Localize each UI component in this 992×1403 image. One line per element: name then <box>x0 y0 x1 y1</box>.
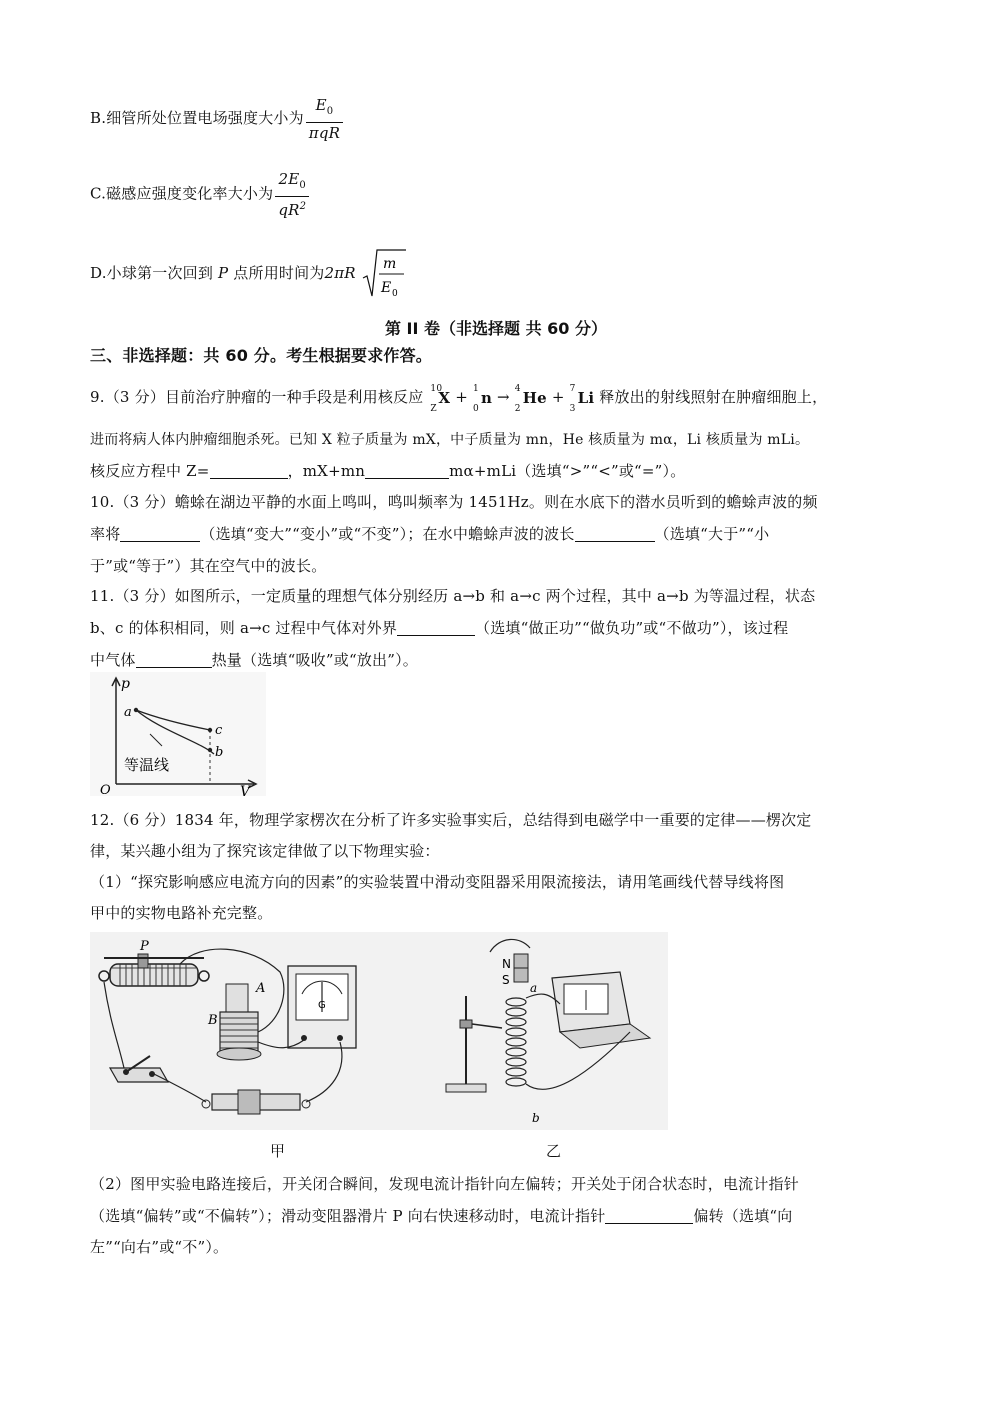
li-charge: 3 <box>569 404 576 414</box>
he-symbol: He <box>522 389 547 407</box>
option-c-num-sub: 0 <box>299 180 306 191</box>
nuclear-reaction <box>430 384 595 414</box>
option-c-den: qR <box>278 201 300 219</box>
q10-line1: 10.（3 分）蟾蜍在湖边平静的水面上鸣叫，鸣叫频率为 1451Hz。则在水底下的潜水员听到的蟾蜍声波的频 <box>90 493 818 511</box>
q12-line1: 12.（6 分）1834 年，物理学家楞次在分析了许多实验事实后，总结得到电磁学中一重要的定律——楞次定 <box>90 811 812 829</box>
q9-line3 <box>90 461 685 481</box>
option-d <box>90 248 407 300</box>
n-symbol: n <box>480 389 493 407</box>
option-d-coef: 2πR <box>324 264 356 282</box>
option-c-text: C.磁感应强度变化率大小为 <box>90 184 274 203</box>
q12-part2-line2-a: （选填“偏转”或“不偏转”）；滑动变阻器滑片 P 向右快速移动时，电流计指针 <box>90 1207 606 1225</box>
experiment-figure <box>90 932 668 1130</box>
axis-v-label: V <box>240 784 251 796</box>
option-c-num: 2E <box>278 170 300 188</box>
option-d-den: E <box>380 280 392 296</box>
q11-line2-a: b、c 的体积相同，则 a→c 过程中气体对外界 <box>90 619 398 637</box>
caption-jia: 甲 <box>270 1142 286 1160</box>
origin-label: O <box>100 783 111 796</box>
li-symbol: Li <box>577 389 595 407</box>
q9-line3-b: ，mX+mn <box>287 462 366 480</box>
q10-line2-c: （选填“大于”“小 <box>654 525 770 543</box>
coil-a-label: A <box>256 981 266 996</box>
option-d-den-sub: 0 <box>391 289 398 299</box>
option-b <box>90 96 343 142</box>
pv-graph <box>90 672 266 796</box>
state-c-label: c <box>215 723 223 738</box>
arrow: → <box>497 388 510 406</box>
q12-blank-direction[interactable] <box>605 1209 693 1224</box>
option-d-var: P <box>218 264 229 282</box>
q12-part2-line1: （2）图甲实验电路连接后，开关闭合瞬间，发现电流计指针向左偏转；开关处于闭合状态时，电流计指针 <box>90 1175 799 1193</box>
galvanometer-g-label: G <box>318 1000 326 1011</box>
li-mass: 7 <box>569 384 576 394</box>
q10-line3: 于”或“等于”）其在空气中的波长。 <box>90 557 327 575</box>
magnet-s-label: S <box>502 973 510 987</box>
n-mass: 1 <box>472 384 479 394</box>
q9-blank-mass[interactable] <box>365 464 449 479</box>
option-b-fraction <box>306 96 343 142</box>
section-title-text: 第 II 卷（非选择题 共 60 分） <box>384 319 608 338</box>
q11-line3-b: 热量（选填“吸收”或“放出”）。 <box>211 651 418 669</box>
plus-2: + <box>551 388 565 406</box>
option-b-text: B.细管所处位置电场强度大小为 <box>90 109 304 127</box>
option-b-num-sub: 0 <box>326 106 334 117</box>
option-c-den-sup: 2 <box>299 201 307 212</box>
option-c <box>90 170 309 219</box>
q10-blank-frequency[interactable] <box>120 527 200 542</box>
sqrt-symbol <box>361 248 407 300</box>
x-symbol: X <box>438 389 451 407</box>
q11-line3-a: 中气体 <box>90 651 136 669</box>
slider-p-label: P <box>140 939 149 954</box>
q11-blank-work[interactable] <box>397 621 475 636</box>
option-d-text: D.小球第一次回到 <box>90 264 214 282</box>
q9-line1 <box>90 384 828 414</box>
q9-blank-z[interactable] <box>210 464 288 479</box>
state-a-label: a <box>124 705 132 720</box>
coil-end-b-label: b <box>532 1111 540 1125</box>
q9-line2: 进而将病人体内肿瘤细胞杀死。已知 X 粒子质量为 mX，中子质量为 mn，He 核质量为 mα，Li 核质量为 mLi。 <box>90 432 810 448</box>
x-charge: Z <box>430 404 437 414</box>
plus-1: + <box>455 388 468 406</box>
magnet-n-label: N <box>502 957 511 971</box>
q10-line2 <box>90 524 769 544</box>
q10-line2-a: 率将 <box>90 525 121 543</box>
x-mass: 10 <box>430 384 443 394</box>
isotherm-label: 等温线 <box>124 756 170 774</box>
option-c-fraction <box>275 170 309 219</box>
q12-line3: （1）“探究影响感应电流方向的因素”的实验装置中滑动变阻器采用限流接法，请用笔画线代替导线将图 <box>90 873 785 891</box>
coil-b-label: B <box>208 1013 218 1028</box>
q11-line3 <box>90 650 418 670</box>
option-d-text2: 点所用时间为 <box>233 264 325 282</box>
he-charge: 2 <box>514 404 521 414</box>
axis-p-label: p <box>121 676 130 692</box>
q9-line3-c: mα+mLi（选填“>”“<”或“=”）。 <box>449 462 686 480</box>
n-charge: 0 <box>472 404 479 414</box>
battery <box>202 1090 310 1114</box>
q11-line1: 11.（3 分）如图所示，一定质量的理想气体分别经历 a→b 和 a→c 两个过程，其中 a→b 为等温过程，状态 <box>90 587 816 605</box>
q12-line2: 律，某兴趣小组为了探究该定律做了以下物理实验： <box>90 842 440 860</box>
q9-line1-a: 9.（3 分）目前治疗肿瘤的一种手段是利用核反应 <box>90 388 424 406</box>
option-d-num: m <box>382 256 397 272</box>
state-b-label: b <box>215 745 224 760</box>
q10-blank-wavelength[interactable] <box>575 527 655 542</box>
q9-line1-b: 释放出的射线照射在肿瘤细胞上， <box>599 388 828 406</box>
option-b-num: E <box>315 96 327 114</box>
q11-line2-b: （选填“做正功”“做负功”或“不做功”），该过程 <box>475 619 789 637</box>
q11-line2 <box>90 618 788 638</box>
he-mass: 4 <box>514 384 521 394</box>
q11-blank-heat[interactable] <box>136 653 212 668</box>
option-b-den: πqR <box>308 124 341 142</box>
q9-line3-a: 核反应方程中 Z= <box>90 462 210 480</box>
q10-line2-b: （选填“变大”“变小”或“不变”）；在水中蟾蜍声波的波长 <box>200 525 575 543</box>
q12-part2-line3: 左”“向右”或“不”）。 <box>90 1238 229 1256</box>
q12-line4: 甲中的实物电路补充完整。 <box>90 904 273 922</box>
caption-yi: 乙 <box>546 1142 562 1160</box>
q12-part2-line2 <box>90 1206 792 1226</box>
galvanometer <box>288 966 356 1048</box>
section-heading: 三、非选择题：共 60 分。考生根据要求作答。 <box>90 346 433 365</box>
coil-end-a-label: a <box>530 981 538 995</box>
q12-part2-line2-b: 偏转（选填“向 <box>693 1207 793 1225</box>
section-title <box>0 316 992 339</box>
